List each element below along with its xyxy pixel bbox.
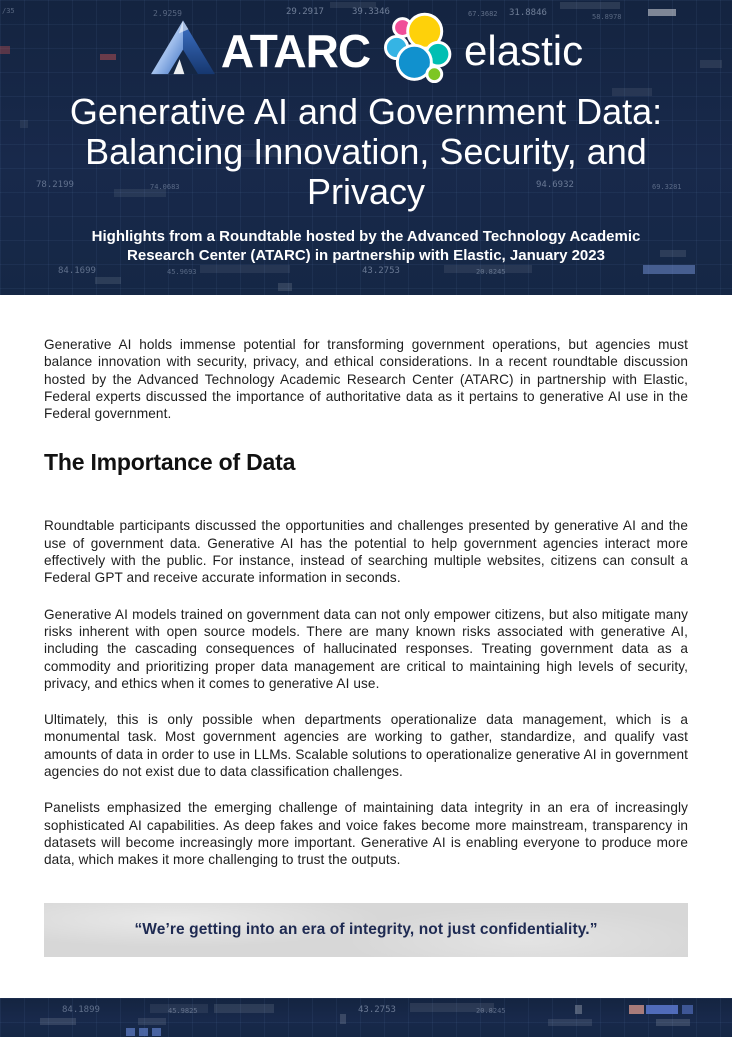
hud-number: 39.3346 [352,7,390,17]
hud-number: 45.9693 [167,268,197,276]
atarc-wordmark: ATARC [220,25,371,77]
hud-block [152,1028,161,1036]
hud-block [340,1014,346,1024]
hud-block [646,1005,678,1014]
hud-block [138,1018,166,1025]
body-paragraph: Generative AI models trained on government data can not only empower citizens, but also mitigate many risks inherent with open source models. There are many known risks associated with generative AI, including the cascading consequences of hallucinated responses. Treating government data as a commodity and prioritizing proper data management are critical to maintaining high levels of security, privacy, and ethics when it comes to generative AI use. [44,606,688,691]
hud-block [575,1005,582,1014]
hud-number: 43.2753 [358,1005,396,1015]
elastic-cluster-icon [384,12,458,91]
hud-block [560,2,620,9]
pull-quote-text: “We’re getting into an era of integrity, not just confidentiality.” [134,920,598,938]
hud-block [126,1028,135,1036]
hud-block [548,1019,592,1026]
hud-block [643,265,695,274]
hud-block [682,1005,693,1014]
hud-number: 20.8245 [476,1007,506,1015]
document-title-line: Balancing Innovation, Security, and [85,131,647,172]
hud-number: /35 [2,7,15,15]
hud-number: 84.1699 [58,266,96,276]
document-title-line: Generative AI and Government Data: [69,91,663,132]
intro-paragraph: Generative AI holds immense potential for transforming government operations, but agencies must balance innovation with security, privacy, and ethical considerations. In a recent roundtable discussion hosted by the Advanced Technology Academic Research Center (ATARC) in partnership with Elastic, Federal experts discussed the importance of authoritative data as it pertains to generative AI use in the Federal government. [44,337,688,422]
atarc-logo [149,18,370,85]
hud-number: 2.9259 [153,9,182,18]
hud-block [214,1004,274,1013]
document-body [0,295,732,957]
hud-block [656,1019,690,1026]
document-title-line: Privacy [306,171,426,212]
hud-number: 78.2199 [36,180,74,190]
hud-number: 74.0683 [150,183,180,191]
hud-block [200,265,290,273]
hud-number: 84.1899 [62,1005,100,1015]
body-paragraph: Panelists emphasized the emerging challenge of maintaining data integrity in an era of increasingly sophisticated AI capabilities. As deep fakes and voice fakes become more mainstream, transparency in datasets will become increasingly more important. Generative AI is enabling everyone to produce more data, which makes it more challenging to trust the outputs. [44,800,688,868]
pull-quote-box [44,903,688,957]
report-footer [0,998,732,1037]
body-paragraph: Ultimately, this is only possible when departments operationalize data management, which is a monumental task. Most government agencies are working to gather, standardize, and qualify vast amounts of data in order to use in LLMs. Scalable solutions to operationalize generative AI in government agencies do not exist due to data classification challenges. [44,712,688,780]
hud-number: 31.8846 [509,8,547,18]
hud-block [444,265,532,273]
hud-block [330,2,376,8]
hud-number: 69.3281 [652,183,682,191]
hud-block [629,1005,644,1014]
hud-block [150,1004,208,1013]
report-header [0,0,732,295]
section-heading: The Importance of Data [44,449,296,476]
hud-number: 45.9825 [168,1007,198,1015]
hud-block [40,1018,76,1025]
document-subtitle-line: Highlights from a Roundtable hosted by the Advanced Technology Academic [91,228,641,245]
body-paragraph: Roundtable participants discussed the opportunities and challenges presented by generative AI and the use of government data. Generative AI has the potential to help government agencies interact more effectively with the public. For instance, instead of searching multiple websites, citizens can consult a Federal GPT and receive accurate information in seconds. [44,518,688,586]
hud-number: 58.8978 [592,13,622,21]
document-subtitle-line: Research Center (ATARC) in partnership with Elastic, January 2023 [127,247,605,264]
hud-number: 20.8245 [476,268,506,276]
hud-number: 67.3682 [468,10,498,18]
document-subtitle [30,227,702,265]
elastic-wordmark: elastic [464,27,584,74]
hud-number: 29.2917 [286,7,324,17]
hud-number: 43.2753 [362,266,400,276]
hud-block [139,1028,148,1036]
hud-number: 94.6932 [536,180,574,190]
atarc-triangle-icon [149,18,217,85]
hud-block [95,277,121,284]
hud-block [410,1003,494,1012]
document-title [16,92,716,212]
hud-block [278,283,292,291]
elastic-logo [384,12,583,91]
